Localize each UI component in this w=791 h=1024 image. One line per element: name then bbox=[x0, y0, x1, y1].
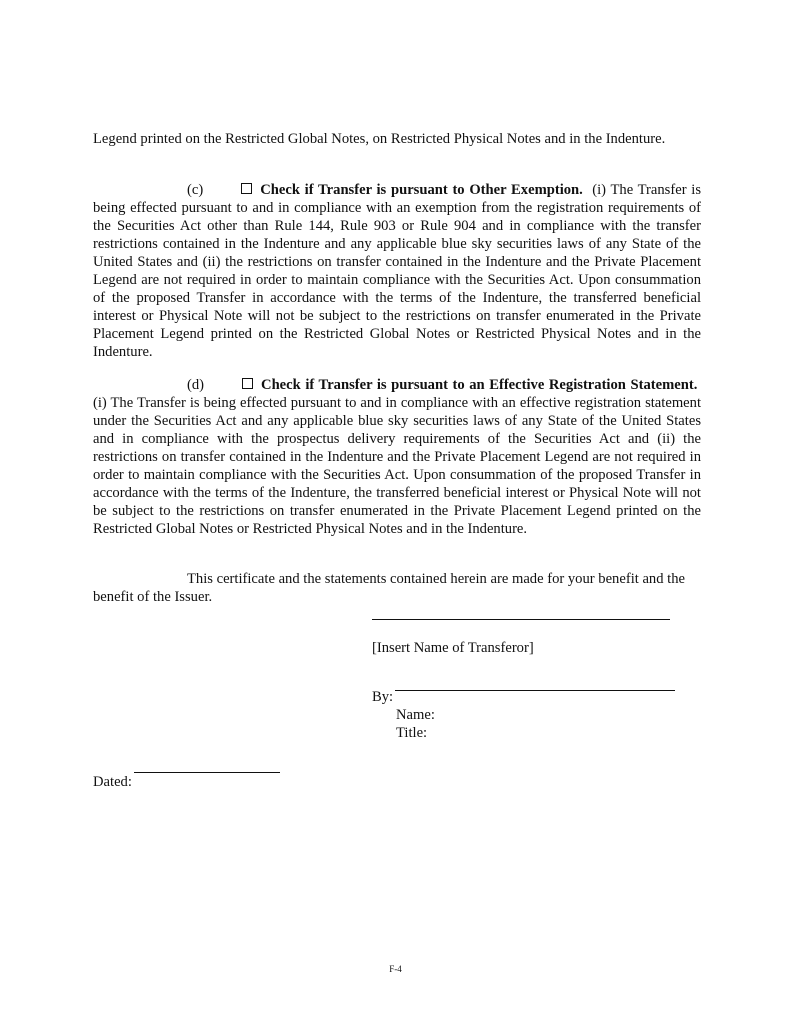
dated-label: Dated: bbox=[93, 774, 132, 790]
paragraph-d-body: (i) The Transfer is being effected pursuant to and in compliance with an effective registration statement under the Securities Act and any applicable blue sky securities laws of any State of the United States and in compliance with the prospectus delivery requirements of the Securities Act and (ii) the restrictions on transfer contained in the Indenture and the Private Placement Legend are not required in order to maintain compliance with the Securities Act. Upon consummation of the proposed Transfer in accordance with the terms of the Indenture, the transferred beneficial interest or Physical Note will not be subject to the restrictions on transfer enumerated in the Private Placement Legend printed on the Restricted Global Notes or Restricted Physical Notes and in the Indenture. bbox=[93, 395, 701, 537]
paragraph-d bbox=[93, 376, 701, 538]
paragraph-d-label: (d) bbox=[187, 377, 205, 393]
checkbox-effective-registration[interactable] bbox=[242, 378, 253, 389]
page-number: F-4 bbox=[389, 964, 402, 974]
transferor-label: [Insert Name of Transferor] bbox=[372, 640, 534, 656]
paragraph-d-heading: Check if Transfer is pursuant to an Effective Registration Statement. bbox=[261, 377, 698, 393]
checkbox-other-exemption[interactable] bbox=[241, 183, 252, 194]
paragraph-c-label: (c) bbox=[187, 182, 204, 198]
certificate-paragraph bbox=[93, 570, 701, 606]
paragraph-c bbox=[93, 181, 701, 361]
paragraph-c-body: (i) The Transfer is being effected pursuant to and in compliance with an exemption from the registration requirements of the Securities Act other than Rule 144, Rule 903 or Rule 904 and in compliance with the transfer restrictions contained in the Indenture and any applicable blue sky securities laws of any State of the United States and (ii) the restrictions on transfer contained in the Indenture and the Private Placement Legend are not required in order to maintain compliance with the Securities Act. Upon consummation of the proposed Transfer in accordance with the terms of the Indenture, the transferred beneficial interest or Physical Note will not be subject to the restrictions on transfer enumerated in the Private Placement Legend printed on the Restricted Global Notes or Restricted Physical Notes and in the Indenture. bbox=[93, 182, 701, 360]
title-label: Title: bbox=[396, 725, 428, 741]
certificate-text: This certificate and the statements contained herein are made for your benefit and the benefit of the Issuer. bbox=[93, 571, 685, 605]
intro-text: Legend printed on the Restricted Global Notes, on Restricted Physical Notes and in the Indenture. bbox=[93, 131, 666, 147]
signature-line[interactable] bbox=[395, 690, 675, 691]
paragraph-c-heading: Check if Transfer is pursuant to Other Exemption. bbox=[260, 182, 583, 198]
dated-line[interactable] bbox=[134, 772, 280, 773]
name-label: Name: bbox=[396, 707, 435, 723]
by-label: By: bbox=[372, 689, 394, 705]
intro-paragraph bbox=[93, 130, 701, 148]
transferor-name-line[interactable] bbox=[372, 619, 670, 620]
